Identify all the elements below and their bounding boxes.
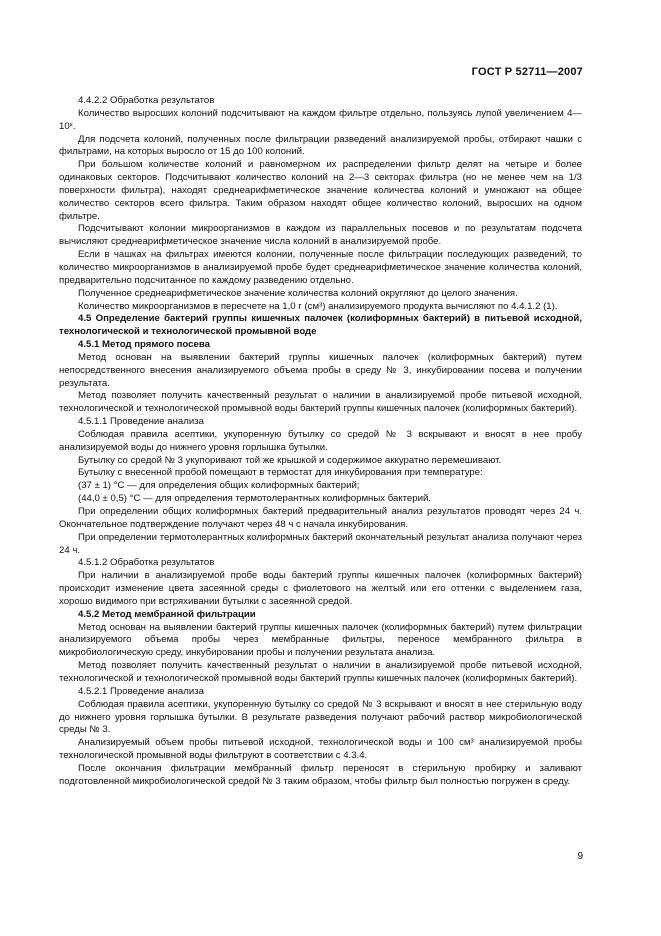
list-item-temperature-thermotolerant: (44,0 ± 0,5) °С — для определения термотолерантных колиформных бактерий.: [78, 493, 431, 505]
subsection-heading-4-5-2: 4.5.2 Метод мембранной фильтрации: [78, 608, 256, 620]
body-paragraph: Метод основан на выявлении бактерий группы кишечных палочек (колиформных бактерий) путем непосредственного внесения анализируемого объема пробы в среду № 3, инкубировании посева и получении результата.: [59, 351, 582, 389]
body-paragraph: Соблюдая правила асептики, укупоренную бутылку со средой № 3 вскрывают и вносят в нее пробу анализируемой воды до нижнего уровня горлышка бутылки.: [59, 428, 582, 453]
body-paragraph: Метод основан на выявлении бактерий группы кишечных палочек (колиформных бактерий) путем фильтрации анализируемого объема пробы через мембранные фильтры, переносе мембранного фильтра в микробиологическую среду, инкубировании пробы и получении результата анализа.: [59, 621, 582, 659]
body-paragraph: При определении термотолерантных колиформных бактерий окончательный результат анализа получают через 24 ч.: [59, 531, 582, 556]
document-body: [59, 95, 582, 789]
body-paragraph: Количество выросших колоний подсчитывают на каждом фильтре отдельно, пользуясь лупой увеличением 4—10ˣ.: [59, 107, 582, 132]
subsection-heading-4-5-2-1: 4.5.2.1 Проведение анализа: [78, 685, 204, 697]
body-paragraph: Соблюдая правила асептики, укупоренную бутылку со средой № 3 вскрывают и вносят в нее стерильную воду до нижнего уровня горлышка бутылки. В результате разведения получают рабочий раствор микробиологической среды № 3.: [59, 698, 582, 736]
body-paragraph: Метод позволяет получить качественный результат о наличии в анализируемой пробе питьевой исходной, технологической и технологической промывной воды бактерий группы кишечных палочек (колиформных бактерий).: [59, 660, 582, 684]
page-number: 9: [577, 851, 583, 862]
body-paragraph: Анализируемый объем пробы питьевой исходной, технологической воды и 100 см³ анализируемой пробы технологической промывной воды фильтруют в соответствии с 4.3.4.: [59, 737, 582, 762]
body-paragraph: При определении общих колиформных бактерий предварительный анализ результатов проводят через 24 ч. Окончательное подтверждение получают через 48 ч с начала инкубирования.: [59, 506, 582, 530]
body-paragraph: При наличии в анализируемой пробе воды бактерий группы кишечных палочек (колиформных бактерий) происходит изменение цвета засеянной среды с фиолетового на желтый или его оттенки с выделением газа, хорошо видимого при встряхивании бутылки с засеянной средой.: [59, 570, 582, 607]
body-paragraph: Количество микроорганизмов в пересчете на 1,0 г (см³) анализируемого продукта вычисляют по 4.4.1.2 (1).: [78, 300, 558, 312]
body-paragraph: Подсчитывают колонии микроорганизмов в каждом из параллельных посевов и по результатам подсчета вычисляют среднеарифметическое значение числа колоний в анализируемой пробе.: [59, 223, 582, 248]
body-paragraph: При большом количестве колоний и равномерном их распределении фильтр делят на четыре и более одинаковых секторов. Подсчитывают количество колоний на 2—3 секторах фильтра (но не менее чем на 1/3 поверхности фильтра), находят среднеарифметическое значение количества колоний и умножают на общее количество секторов всего фильтра. Таким образом находят общее количество колоний, выросших на одном фильтре.: [59, 159, 582, 222]
subsection-heading-4-4-2-2: 4.4.2.2 Обработка результатов: [78, 95, 215, 106]
standard-designation: ГОСТ Р 52711—2007: [471, 66, 583, 78]
section-heading-4-5: 4.5 Определение бактерий группы кишечных палочек (колиформных бактерий) в питьевой исходной, технологической и технологической промывной воде: [59, 313, 582, 338]
body-paragraph: Для подсчета колоний, полученных после фильтрации разведений анализируемой пробы, отбирают чашки с фильтрами, на которых выросло от 15 до 100 колоний.: [59, 133, 582, 158]
body-paragraph: Метод позволяет получить качественный результат о наличии в анализируемой пробе питьевой исходной, технологической и технологической промывной воды бактерий группы кишечных палочек (колиформных бактерий).: [59, 390, 582, 415]
subsection-heading-4-5-1: 4.5.1 Метод прямого посева: [78, 339, 210, 351]
document-header: [472, 66, 583, 78]
subsection-heading-4-5-1-1: 4.5.1.1 Проведение анализа: [78, 416, 204, 428]
body-paragraph: Бутылку с внесенной пробой помещают в термостат для инкубирования при температуре:: [78, 467, 483, 479]
subsection-heading-4-5-1-2: 4.5.1.2 Обработка результатов: [78, 557, 215, 569]
body-paragraph: После окончания фильтрации мембранный фильтр переносят в стерильную пробирку и заливают подготовленной микробиологической средой № 3 таким образом, чтобы фильтр был полностью погружен в среду.: [59, 762, 582, 787]
body-paragraph: Если в чашках на фильтрах имеются колонии, полученные после фильтрации последующих разведений, то количество микроорганизмов в анализируемой пробе будет среднеарифметическое значение количества колоний, предварительно подсчитанное по каждому разведению отдельно.: [59, 249, 582, 286]
body-paragraph: Бутылку со средой № 3 укупоривают той же крышкой и содержимое аккуратно перемешивают.: [78, 454, 502, 466]
body-paragraph: Полученное среднеарифметическое значение количества колоний округляют до целого значения.: [78, 287, 518, 299]
list-item-temperature-total: (37 ± 1) °С — для определения общих колиформных бактерий;: [78, 480, 360, 492]
